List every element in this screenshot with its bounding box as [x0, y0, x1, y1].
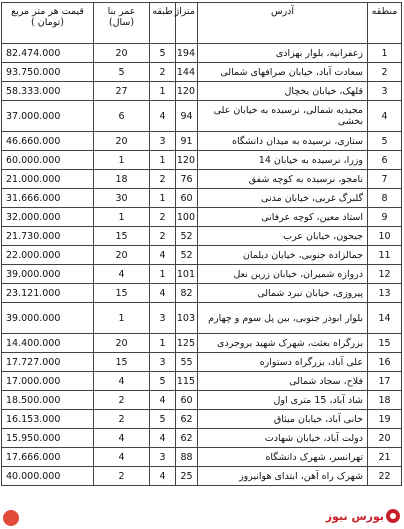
cell-address: پیروزی، خیابان نبرد شمالی: [198, 284, 368, 303]
cell-address: ستاری، نرسیده به میدان دانشگاه: [198, 132, 368, 151]
cell-age: 4: [94, 448, 150, 467]
table-row: [2, 101, 402, 132]
cell-address: علی آباد، بزرگراه دستواره: [198, 353, 368, 372]
header-region: منطقه: [368, 3, 402, 44]
table-row: [2, 429, 402, 448]
cell-age: 15: [94, 227, 150, 246]
cell-area: 120: [176, 151, 198, 170]
cell-price: 82.474.000: [2, 44, 94, 63]
cell-price: 32.000.000: [2, 208, 94, 227]
cell-price: 21.000.000: [2, 170, 94, 189]
cell-price: 17.666.000: [2, 448, 94, 467]
cell-age: 1: [94, 151, 150, 170]
cell-age: 4: [94, 429, 150, 448]
cell-address: نامجو، نرسیده به کوچه شفق: [198, 170, 368, 189]
cell-price: 15.950.000: [2, 429, 94, 448]
cell-region: 21: [368, 448, 402, 467]
table-header-row: [2, 3, 402, 44]
cell-age: 4: [94, 372, 150, 391]
cell-price: 58.333.000: [2, 82, 94, 101]
cell-floor: 4: [150, 429, 176, 448]
cell-price: 16.153.000: [2, 410, 94, 429]
cell-region: 7: [368, 170, 402, 189]
cell-price: 39.000.000: [2, 265, 94, 284]
cell-area: 52: [176, 227, 198, 246]
cell-age: 1: [94, 303, 150, 334]
cell-address: تهرانسر، شهرک دانشگاه: [198, 448, 368, 467]
cell-age: 20: [94, 132, 150, 151]
cell-price: 17.000.000: [2, 372, 94, 391]
cell-floor: 1: [150, 189, 176, 208]
cell-floor: 4: [150, 246, 176, 265]
cell-floor: 3: [150, 353, 176, 372]
cell-area: 194: [176, 44, 198, 63]
cell-area: 125: [176, 334, 198, 353]
watermark-text: بورس نیوز: [325, 509, 384, 523]
cell-region: 19: [368, 410, 402, 429]
cell-floor: 4: [150, 284, 176, 303]
cell-price: 60.000.000: [2, 151, 94, 170]
table-row: [2, 410, 402, 429]
cell-age: 1: [94, 208, 150, 227]
cell-address: استاد معین، کوچه عرفانی: [198, 208, 368, 227]
cell-floor: 3: [150, 132, 176, 151]
table-body: [2, 44, 402, 486]
header-age: عمر بنا (سال): [94, 3, 150, 44]
table-row: [2, 227, 402, 246]
cell-floor: 1: [150, 334, 176, 353]
cell-floor: 5: [150, 372, 176, 391]
cell-area: 91: [176, 132, 198, 151]
cell-age: 5: [94, 63, 150, 82]
cell-floor: 2: [150, 208, 176, 227]
cell-address: سعادت آباد، خیابان صرافهای شمالی: [198, 63, 368, 82]
cell-address: جمالزاده جنوبی، خیابان دیلمان: [198, 246, 368, 265]
cell-floor: 1: [150, 82, 176, 101]
cell-area: 94: [176, 101, 198, 132]
cell-price: 39.000.000: [2, 303, 94, 334]
cell-age: 2: [94, 391, 150, 410]
cell-address: دروازه شمیران، خیابان زرین نعل: [198, 265, 368, 284]
cell-price: 18.500.000: [2, 391, 94, 410]
table-row: [2, 448, 402, 467]
cell-floor: 5: [150, 410, 176, 429]
table-row: [2, 391, 402, 410]
table-row: [2, 189, 402, 208]
cell-region: 9: [368, 208, 402, 227]
cell-age: 15: [94, 284, 150, 303]
cell-floor: 4: [150, 101, 176, 132]
cell-floor: 1: [150, 151, 176, 170]
cell-price: 14.400.000: [2, 334, 94, 353]
cell-price: 17.727.000: [2, 353, 94, 372]
table-row: [2, 467, 402, 486]
cell-address: گلبرگ غربی، خیابان مدنی: [198, 189, 368, 208]
cell-region: 5: [368, 132, 402, 151]
cell-price: 23.121.000: [2, 284, 94, 303]
cell-area: 62: [176, 410, 198, 429]
header-floor: طبقه: [150, 3, 176, 44]
table-row: [2, 353, 402, 372]
cell-floor: 1: [150, 265, 176, 284]
cell-region: 18: [368, 391, 402, 410]
cell-age: 6: [94, 101, 150, 132]
cell-region: 11: [368, 246, 402, 265]
header-address: آدرس: [198, 3, 368, 44]
table-row: [2, 170, 402, 189]
cell-address: جیحون، خیابان عرب: [198, 227, 368, 246]
cell-region: 3: [368, 82, 402, 101]
cell-age: 20: [94, 334, 150, 353]
cell-floor: 4: [150, 467, 176, 486]
cell-region: 4: [368, 101, 402, 132]
cell-age: 20: [94, 246, 150, 265]
table-row: [2, 132, 402, 151]
cell-age: 2: [94, 467, 150, 486]
cell-age: 18: [94, 170, 150, 189]
housing-price-table: [1, 2, 402, 486]
cell-address: بزرگراه بعثت، شهرک شهید بروجردی: [198, 334, 368, 353]
table-row: [2, 265, 402, 284]
cell-area: 60: [176, 391, 198, 410]
cell-address: وزرا، نرسیده به خیابان 14: [198, 151, 368, 170]
table-row: [2, 151, 402, 170]
cell-area: 120: [176, 82, 198, 101]
table-row: [2, 246, 402, 265]
cell-price: 46.660.000: [2, 132, 94, 151]
cell-region: 1: [368, 44, 402, 63]
cell-address: بلوار ابوذر جنوبی، بین پل سوم و چهارم: [198, 303, 368, 334]
cell-address: خانی آباد، خیابان میثاق: [198, 410, 368, 429]
cell-address: شاد آباد، 15 متری اول: [198, 391, 368, 410]
cell-floor: 3: [150, 448, 176, 467]
cell-price: 40.000.000: [2, 467, 94, 486]
cell-region: 17: [368, 372, 402, 391]
cell-region: 10: [368, 227, 402, 246]
cell-region: 2: [368, 63, 402, 82]
cell-address: فلاح، سجاد شمالی: [198, 372, 368, 391]
header-area: متراژ: [176, 3, 198, 44]
cell-area: 60: [176, 189, 198, 208]
cell-area: 52: [176, 246, 198, 265]
cell-area: 88: [176, 448, 198, 467]
cell-region: 6: [368, 151, 402, 170]
cell-region: 22: [368, 467, 402, 486]
cell-price: 37.000.000: [2, 101, 94, 132]
cell-price: 31.666.000: [2, 189, 94, 208]
cell-area: 55: [176, 353, 198, 372]
cell-region: 8: [368, 189, 402, 208]
cell-region: 14: [368, 303, 402, 334]
cell-age: 30: [94, 189, 150, 208]
cell-age: 2: [94, 410, 150, 429]
cell-region: 13: [368, 284, 402, 303]
cell-area: 76: [176, 170, 198, 189]
cell-floor: 5: [150, 44, 176, 63]
cell-floor: 4: [150, 391, 176, 410]
cell-address: دولت آباد، خیابان شهادت: [198, 429, 368, 448]
cell-age: 20: [94, 44, 150, 63]
swirl-logo-icon: [3, 510, 19, 526]
cell-region: 15: [368, 334, 402, 353]
cell-area: 82: [176, 284, 198, 303]
cell-region: 20: [368, 429, 402, 448]
cell-address: مجیدیه شمالی، نرسیده به خیابان علی بخشی: [198, 101, 368, 132]
header-price: قیمت هر متر مربع (تومان ): [2, 3, 94, 44]
cell-area: 62: [176, 429, 198, 448]
table-row: [2, 82, 402, 101]
cell-age: 27: [94, 82, 150, 101]
cell-floor: 2: [150, 170, 176, 189]
cell-region: 12: [368, 265, 402, 284]
cell-floor: 2: [150, 227, 176, 246]
cell-price: 21.730.000: [2, 227, 94, 246]
cell-address: قلهک، خیابان یخچال: [198, 82, 368, 101]
cell-region: 16: [368, 353, 402, 372]
cell-area: 144: [176, 63, 198, 82]
cell-area: 100: [176, 208, 198, 227]
cell-floor: 3: [150, 303, 176, 334]
cell-price: 22.000.000: [2, 246, 94, 265]
cell-area: 115: [176, 372, 198, 391]
cell-area: 101: [176, 265, 198, 284]
cell-age: 4: [94, 265, 150, 284]
cell-address: شهرک راه آهن، ابتدای هوانیروز: [198, 467, 368, 486]
table-row: [2, 303, 402, 334]
bourse-news-logo-icon: [386, 509, 400, 523]
watermark: [326, 507, 400, 525]
cell-age: 15: [94, 353, 150, 372]
cell-area: 103: [176, 303, 198, 334]
cell-price: 93.750.000: [2, 63, 94, 82]
cell-address: زعفرانیه، بلوار بهزادی: [198, 44, 368, 63]
cell-area: 25: [176, 467, 198, 486]
table-row: [2, 372, 402, 391]
table-row: [2, 284, 402, 303]
cell-floor: 2: [150, 63, 176, 82]
table-row: [2, 44, 402, 63]
table-row: [2, 334, 402, 353]
table-row: [2, 63, 402, 82]
table-row: [2, 208, 402, 227]
